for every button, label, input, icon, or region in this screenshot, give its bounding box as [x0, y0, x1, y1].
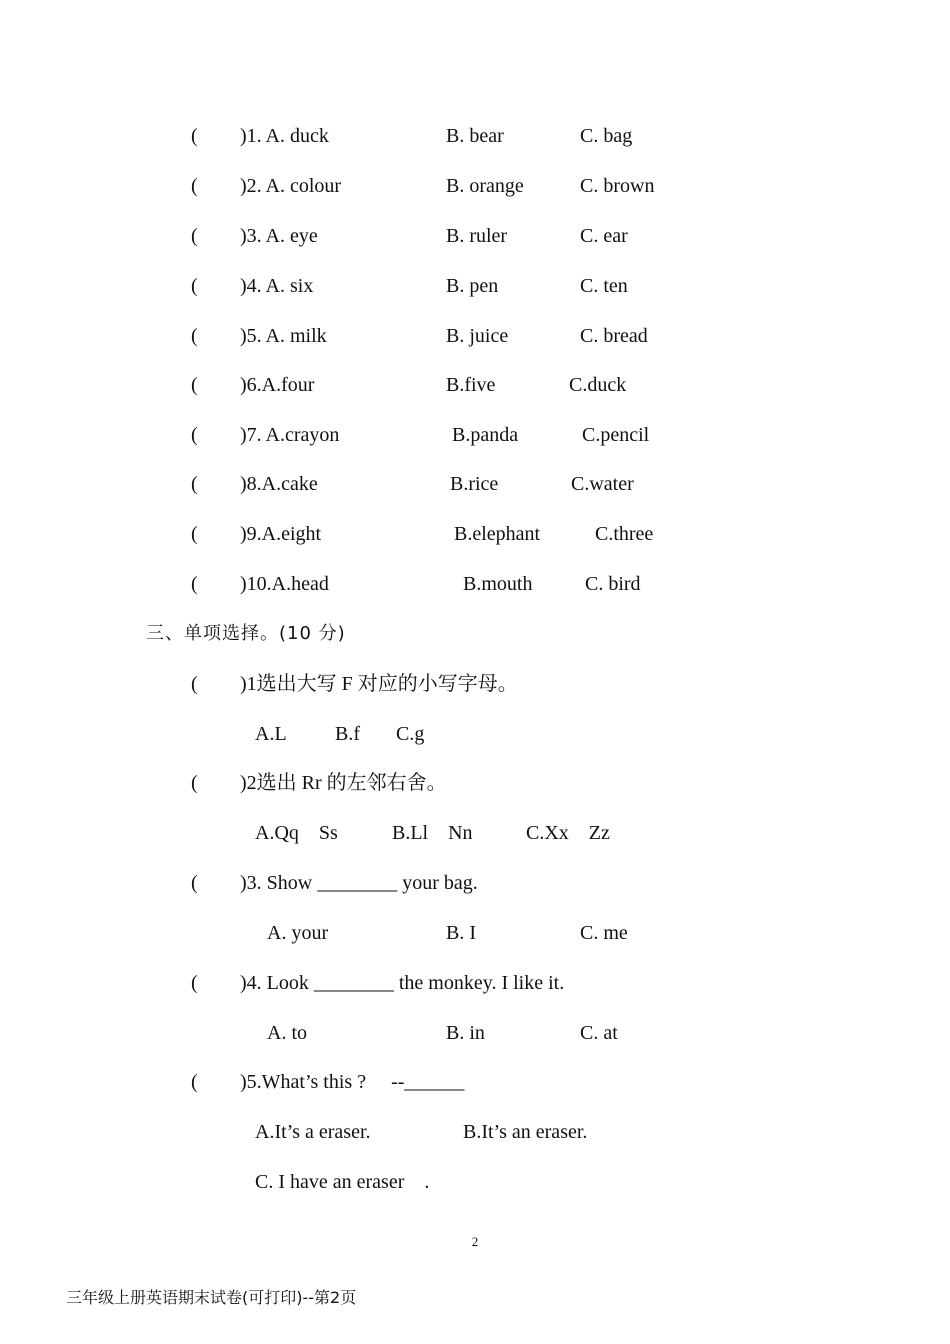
q3-stem: )3. Show ________ your bag.: [240, 872, 478, 894]
item-1-option-b: B. bear: [446, 125, 504, 147]
item-1-option-c: C. bag: [580, 125, 633, 147]
item-7-option-a: )7. A.crayon: [240, 424, 340, 446]
answer-paren: (: [191, 1071, 198, 1093]
q5-stem: )5.What’s this ? --______: [240, 1071, 465, 1093]
item-9-option-b: B.elephant: [454, 523, 541, 545]
item-6-option-a: )6.A.four: [240, 374, 315, 396]
answer-paren: (: [191, 872, 198, 894]
q3-option-a: A. your: [267, 922, 329, 944]
item-8-option-a: )8.A.cake: [240, 473, 318, 495]
q1-option-a: A.L: [255, 723, 287, 745]
q1-stem: )1选出大写 F 对应的小写字母。: [240, 673, 518, 695]
answer-paren: (: [191, 275, 198, 297]
item-2-option-a: )2. A. colour: [240, 175, 342, 197]
item-8-option-c: C.water: [571, 473, 634, 495]
answer-paren: (: [191, 523, 198, 545]
answer-paren: (: [191, 125, 198, 147]
item-3-option-a: )3. A. eye: [240, 225, 318, 247]
q4-option-c: C. at: [580, 1022, 618, 1044]
footer-caption: 三年级上册英语期末试卷(可打印)--第2页: [66, 1288, 357, 1307]
item-9-option-c: C.three: [595, 523, 654, 545]
q3-option-c: C. me: [580, 922, 628, 944]
item-5-option-a: )5. A. milk: [240, 325, 327, 347]
q5-option-c: C. I have an eraser .: [255, 1171, 430, 1193]
item-2-option-b: B. orange: [446, 175, 524, 197]
item-6-option-b: B.five: [446, 374, 496, 396]
item-5-option-c: C. bread: [580, 325, 648, 347]
item-1-option-a: )1. A. duck: [240, 125, 329, 147]
item-8-option-b: B.rice: [450, 473, 499, 495]
q4-option-b: B. in: [446, 1022, 485, 1044]
item-2-option-c: C. brown: [580, 175, 655, 197]
q3-option-b: B. I: [446, 922, 476, 944]
item-7-option-c: C.pencil: [582, 424, 650, 446]
page-number: 2: [471, 1234, 479, 1249]
q1-option-b: B.f: [335, 723, 360, 745]
answer-paren: (: [191, 225, 198, 247]
item-10-option-b: B.mouth: [463, 573, 533, 595]
section3-title: 三、单项选择。(10 分): [146, 623, 346, 644]
item-6-option-c: C.duck: [569, 374, 627, 396]
answer-paren: (: [191, 573, 198, 595]
item-4-option-b: B. pen: [446, 275, 499, 297]
answer-paren: (: [191, 175, 198, 197]
q5-option-b: B.It’s an eraser.: [463, 1121, 588, 1143]
item-10-option-c: C. bird: [585, 573, 641, 595]
q1-option-c: C.g: [396, 723, 425, 745]
item-3-option-b: B. ruler: [446, 225, 508, 247]
item-4-option-a: )4. A. six: [240, 275, 314, 297]
q2-option-a: A.Qq Ss: [255, 822, 338, 844]
q2-stem: )2选出 Rr 的左邻右舍。: [240, 772, 447, 794]
answer-paren: (: [191, 772, 198, 794]
item-4-option-c: C. ten: [580, 275, 628, 297]
item-5-option-b: B. juice: [446, 325, 509, 347]
q2-option-b: B.Ll Nn: [392, 822, 473, 844]
item-10-option-a: )10.A.head: [240, 573, 329, 595]
q5-option-a: A.It’s a eraser.: [255, 1121, 371, 1143]
answer-paren: (: [191, 374, 198, 396]
q4-option-a: A. to: [267, 1022, 307, 1044]
answer-paren: (: [191, 473, 198, 495]
answer-paren: (: [191, 424, 198, 446]
answer-paren: (: [191, 673, 198, 695]
item-7-option-b: B.panda: [452, 424, 519, 446]
q4-stem: )4. Look ________ the monkey. I like it.: [240, 972, 565, 994]
answer-paren: (: [191, 972, 198, 994]
q2-option-c: C.Xx Zz: [526, 822, 610, 844]
item-9-option-a: )9.A.eight: [240, 523, 322, 545]
item-3-option-c: C. ear: [580, 225, 628, 247]
answer-paren: (: [191, 325, 198, 347]
